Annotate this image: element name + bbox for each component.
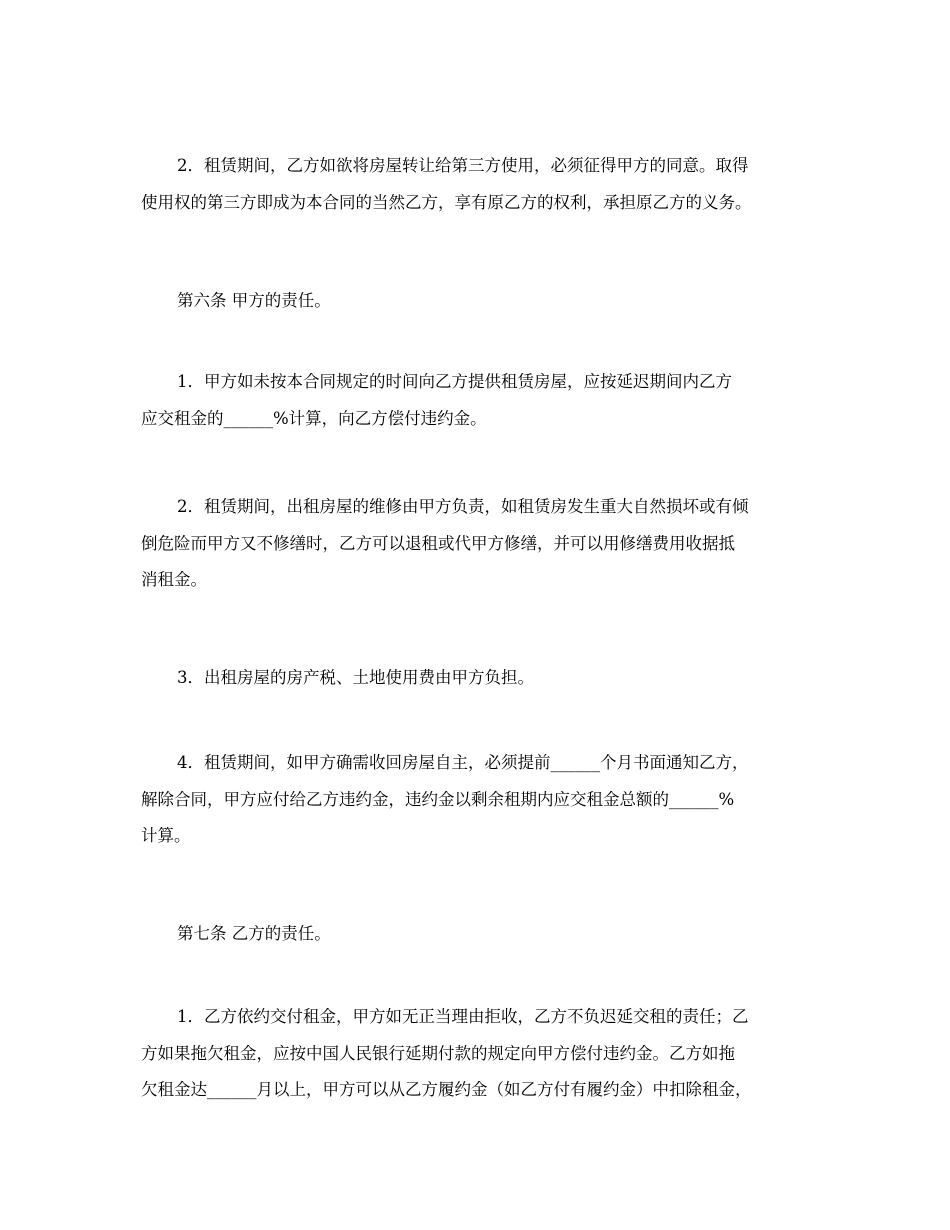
paragraph-rent-payment	[141, 999, 813, 1109]
text-segment: 欠租金达	[141, 1080, 207, 1099]
text-line: 方如果拖欠租金，应按中国人民银行延期付款的规定向甲方偿付违约金。乙方如拖	[141, 1043, 735, 1063]
blank-field: ______	[550, 753, 600, 772]
text-line: 消租金。	[141, 570, 207, 589]
blank-field: ______	[223, 408, 273, 428]
paragraph-maintenance	[141, 489, 813, 599]
text-line: 2．租赁期间，出租房屋的维修由甲方负责，如租赁房发生重大自然损坏或有倾	[177, 497, 749, 516]
text-segment: 解除合同，甲方应付给乙方违约金，违约金以剩余租期内应交租金总额的	[141, 789, 669, 809]
blank-field: ______	[669, 789, 719, 809]
article-seven-heading	[141, 916, 813, 953]
paragraph-taxes	[141, 660, 813, 697]
text-segment: %计算，向乙方偿付违约金。	[273, 408, 487, 428]
text-segment: 月以上，甲方可以从乙方履约金（如乙方付有履约金）中扣除租金，	[256, 1080, 752, 1099]
text-line: 计算。	[141, 826, 191, 845]
text-line: 倒危险而甲方又不修缮时，乙方可以退租或代甲方修缮，并可以用修缮费用收据抵	[141, 533, 735, 553]
text-line: 1．甲方如未按本合同规定的时间向乙方提供租赁房屋，应按延迟期间内乙方	[177, 372, 732, 391]
text-segment: 4．租赁期间，如甲方确需收回房屋自主，必须提前	[177, 753, 551, 772]
blank-field: ______	[207, 1080, 257, 1099]
paragraph-transfer-clause	[141, 148, 813, 221]
text-line	[141, 745, 813, 782]
text-line: 2．租赁期间，乙方如欲将房屋转让给第三方使用，必须征得甲方的同意。取得	[177, 156, 749, 175]
text-line	[141, 1072, 813, 1109]
text-segment: %	[718, 789, 735, 809]
text-line: 使用权的第三方即成为本合同的当然乙方，享有原乙方的权利，承担原乙方的义务。	[141, 192, 752, 212]
heading-text: 第七条 乙方的责任。	[177, 924, 331, 943]
text-line	[141, 401, 813, 438]
heading-text: 第六条 甲方的责任。	[177, 291, 331, 310]
text-segment: 应交租金的	[141, 408, 224, 428]
paragraph-reclaim	[141, 745, 813, 855]
paragraph-late-delivery	[141, 364, 813, 437]
text-line: 1．乙方依约交付租金，甲方如无正当理由拒收，乙方不负迟延交租的责任；乙	[177, 1007, 749, 1026]
article-six-heading	[141, 283, 813, 320]
text-segment: 个月书面通知乙方，	[600, 753, 749, 772]
text-line	[141, 782, 813, 819]
text-line: 3．出租房屋的房产税、土地使用费由甲方负担。	[177, 668, 534, 687]
